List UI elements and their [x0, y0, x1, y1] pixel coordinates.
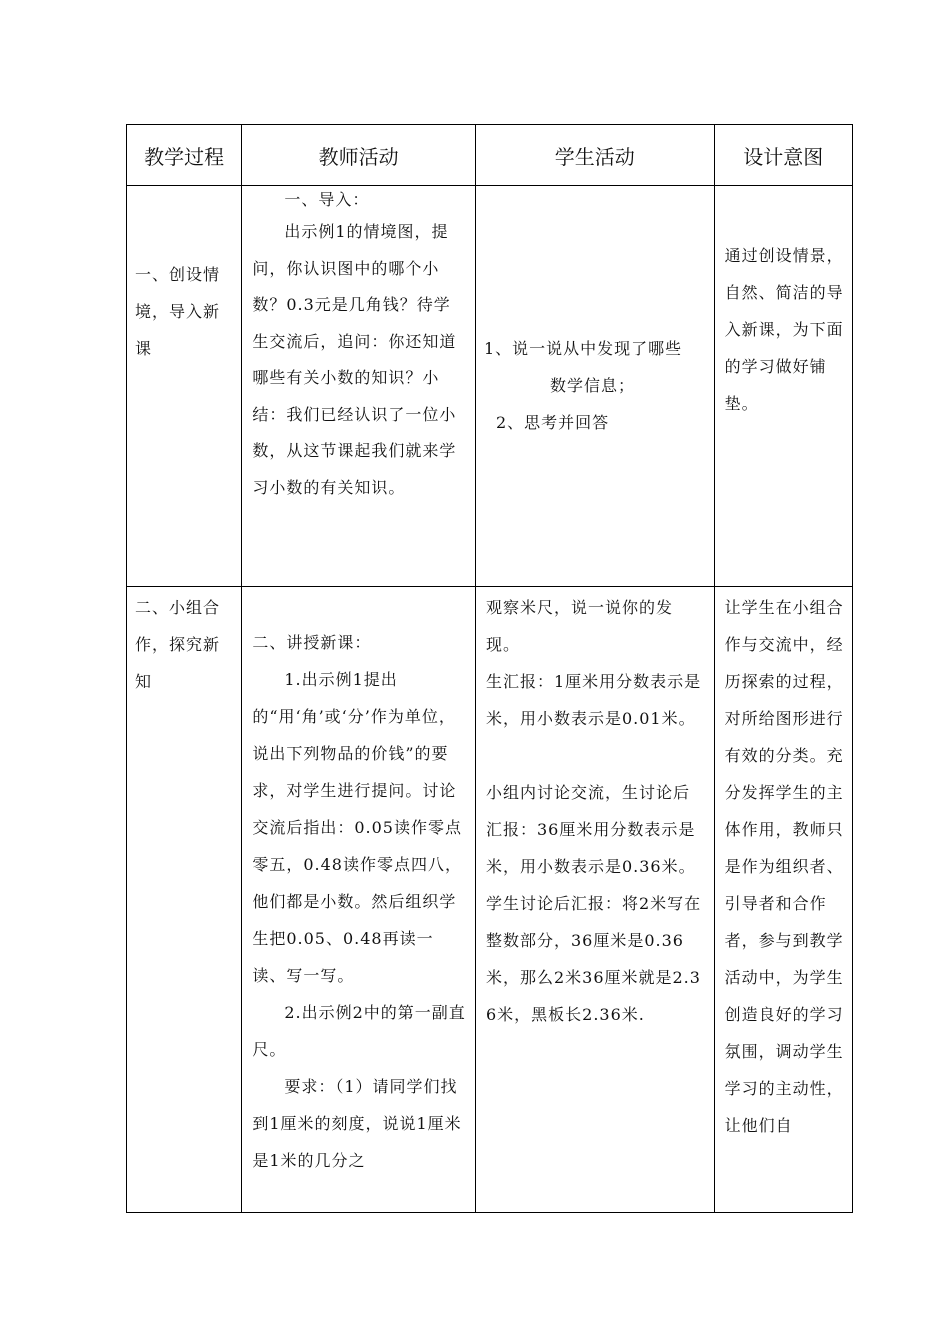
design-text: 让学生在小组合作与交流中，经历探索的过程，对所给图形进行有效的分类。充分发挥学生的主体作用，教师只是作为组织者、引导者和合作者，参与到教学活动中，为学生创造良好的学习氛围，调动学生学习的主动性，让他们自: [724, 598, 844, 1135]
design-intent-cell: [714, 186, 852, 587]
student-activity-cell: [475, 587, 714, 1213]
design-text: 通过创设情景，自然、简洁的导入新课，为下面的学习做好铺垫。: [724, 246, 844, 413]
student-activity-cell: [475, 186, 714, 587]
process-cell: [127, 186, 242, 587]
student-paragraph: 学生讨论后汇报：将2米写在整数部分，36厘米是0.36米，那么2米36厘米就是2.36米，黑板长2.36米.: [485, 894, 702, 1024]
teacher-paragraph: 出示例1的情境图，提问，你认识图中的哪个小数？0.3元是几角钱？待学生交流后，追问：你还知道哪些有关小数的知识？小结：我们已经认识了一位小数，从这节课起我们就来学习小数的有关知识。: [252, 222, 457, 497]
header-design-intent: 设计意图: [714, 125, 852, 186]
header-row: [127, 125, 853, 186]
teacher-paragraph: 2.出示例2中的第一副直尺。: [252, 1003, 466, 1059]
section-heading: 一、导入：: [284, 190, 370, 209]
table-row: [127, 186, 853, 587]
header-student-activity: 学生活动: [475, 125, 714, 186]
header-process: 教学过程: [127, 125, 242, 186]
student-paragraph: 生汇报：1厘米用分数表示是米，用小数表示是0.01米。: [485, 672, 702, 728]
student-item-1-cont: 数学信息；: [549, 376, 635, 395]
teacher-paragraph: 要求：（1）请同学们找到1厘米的刻度，说说1厘米是1米的几分之: [252, 1077, 462, 1170]
process-cell: [127, 587, 242, 1213]
table-row: [127, 587, 853, 1213]
student-paragraph: 观察米尺，说一说你的发现。: [485, 598, 673, 654]
student-item-2: 2、思考并回答: [495, 413, 610, 432]
process-text: 一、创设情境，导入新课: [135, 265, 221, 358]
section-heading: 二、讲授新课：: [252, 633, 372, 652]
teacher-activity-cell: [242, 186, 476, 587]
student-item-1: 1、说一说从中发现了哪些: [483, 339, 683, 358]
teacher-paragraph: 1.出示例1提出的“用‘角’或‘分’作为单位，说出下列物品的价钱”的要求，对学生进行提问。讨论交流后指出：0.05读作零点零五，0.48读作零点四八，他们都是小数。然后组织学生把0.05、0.48再读一读、写一写。: [252, 670, 462, 985]
process-text: 二、小组合作，探究新知: [135, 598, 221, 691]
student-paragraph: 小组内讨论交流，生讨论后汇报：36厘米用分数表示是米，用小数表示是0.36米。: [485, 783, 696, 876]
lesson-plan-table: [126, 124, 853, 1213]
design-intent-cell: [714, 587, 852, 1213]
header-teacher-activity: 教师活动: [242, 125, 476, 186]
teacher-activity-cell: [242, 587, 476, 1213]
